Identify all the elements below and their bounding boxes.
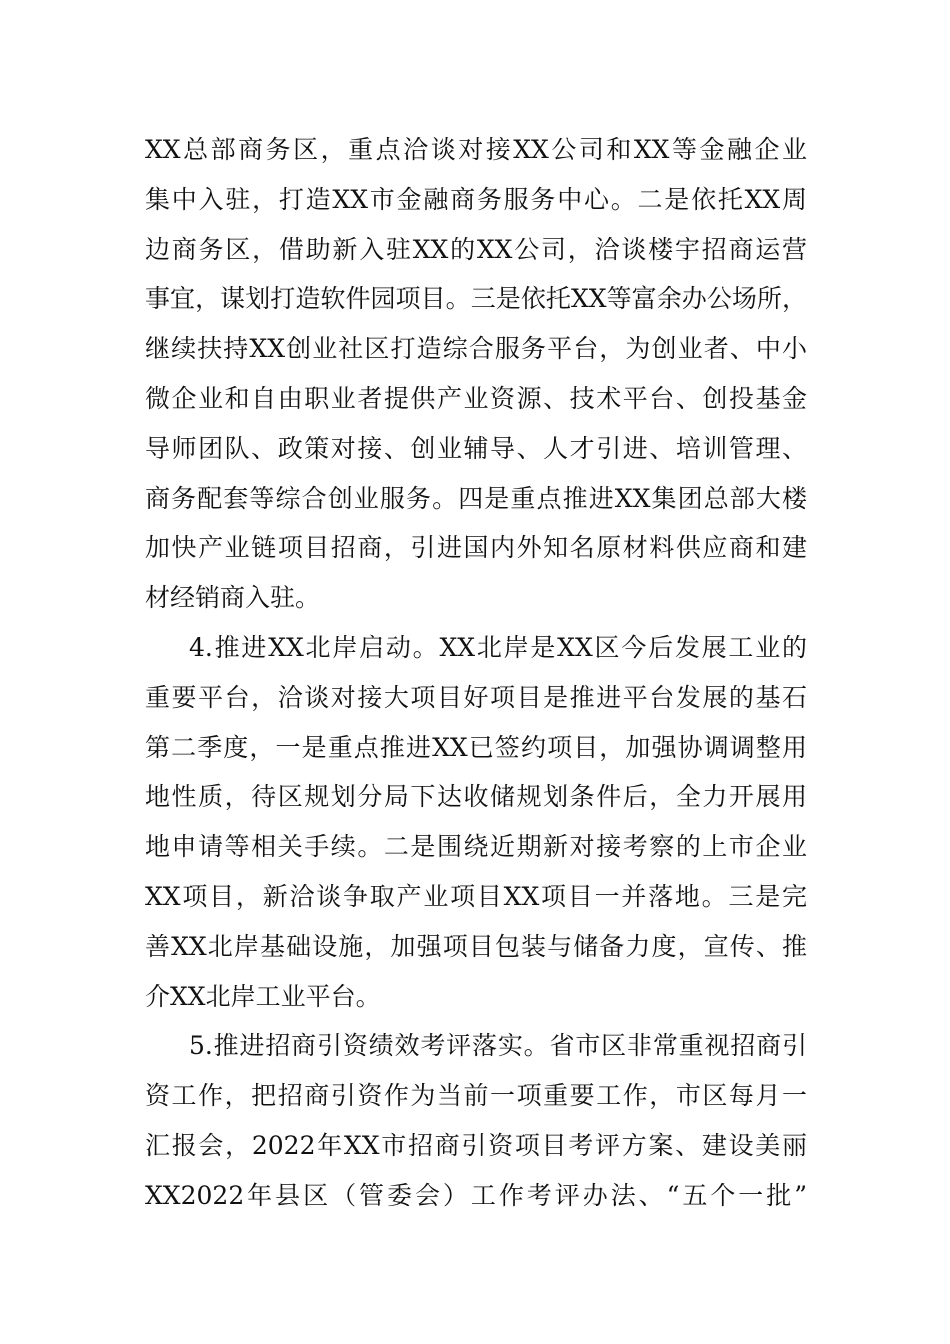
text-line: 5.推进招商引资绩效考评落实。省市区非常重视招商引 (189, 1031, 807, 1061)
text-line: 介XX北岸工业平台。 (145, 981, 381, 1011)
text-line: XX项目，新洽谈争取产业项目XX项目一并落地。三是完 (145, 881, 807, 911)
text-line: 导师团队、政策对接、创业辅导、人才引进、培训管理、 (145, 433, 807, 463)
text-line: 边商务区，借助新入驻XX的XX公司，洽谈楼宇招商运营 (145, 234, 807, 264)
text-line: XX总部商务区，重点洽谈对接XX公司和XX等金融企业 (145, 135, 807, 164)
text-line: 集中入驻，打造XX市金融商务服务中心。二是依托XX周 (145, 184, 807, 214)
paragraph (145, 1021, 807, 1220)
text-line: 材经销商入驻。 (145, 583, 321, 613)
text-line: 4.推进XX北岸启动。XX北岸是XX区今后发展工业的 (189, 632, 807, 662)
text-line: 微企业和自由职业者提供产业资源、技术平台、创投基金 (145, 383, 807, 413)
text-line: 重要平台，洽谈对接大项目好项目是推进平台发展的基石 (145, 682, 807, 712)
text-line: 继续扶持XX创业社区打造综合服务平台，为创业者、中小 (145, 334, 807, 364)
text-line: 地性质，待区规划分局下达收储规划条件后，全力开展用 (145, 782, 807, 812)
text-line: 商务配套等综合创业服务。四是重点推进XX集团总部大楼 (145, 483, 807, 513)
document-body (145, 125, 807, 1221)
text-line: 资工作，把招商引资作为当前一项重要工作，市区每月一 (145, 1081, 807, 1111)
text-line: 汇报会，2022年XX市招商引资项目考评方案、建设美丽 (145, 1130, 807, 1160)
text-line: 事宜，谋划打造软件园项目。三是依托XX等富余办公场所， (145, 284, 807, 314)
text-line: 善XX北岸基础设施，加强项目包装与储备力度，宣传、推 (145, 931, 807, 961)
paragraph (145, 623, 807, 1021)
text-line: XX2022年县区（管委会）工作考评办法、“五个一批” (145, 1180, 807, 1210)
text-line: 第二季度，一是重点推进XX已签约项目，加强协调调整用 (145, 732, 807, 762)
paragraph (145, 125, 807, 623)
text-line: 加快产业链项目招商，引进国内外知名原材料供应商和建 (145, 533, 807, 563)
text-line: 地申请等相关手续。二是围绕近期新对接考察的上市企业 (145, 832, 807, 862)
